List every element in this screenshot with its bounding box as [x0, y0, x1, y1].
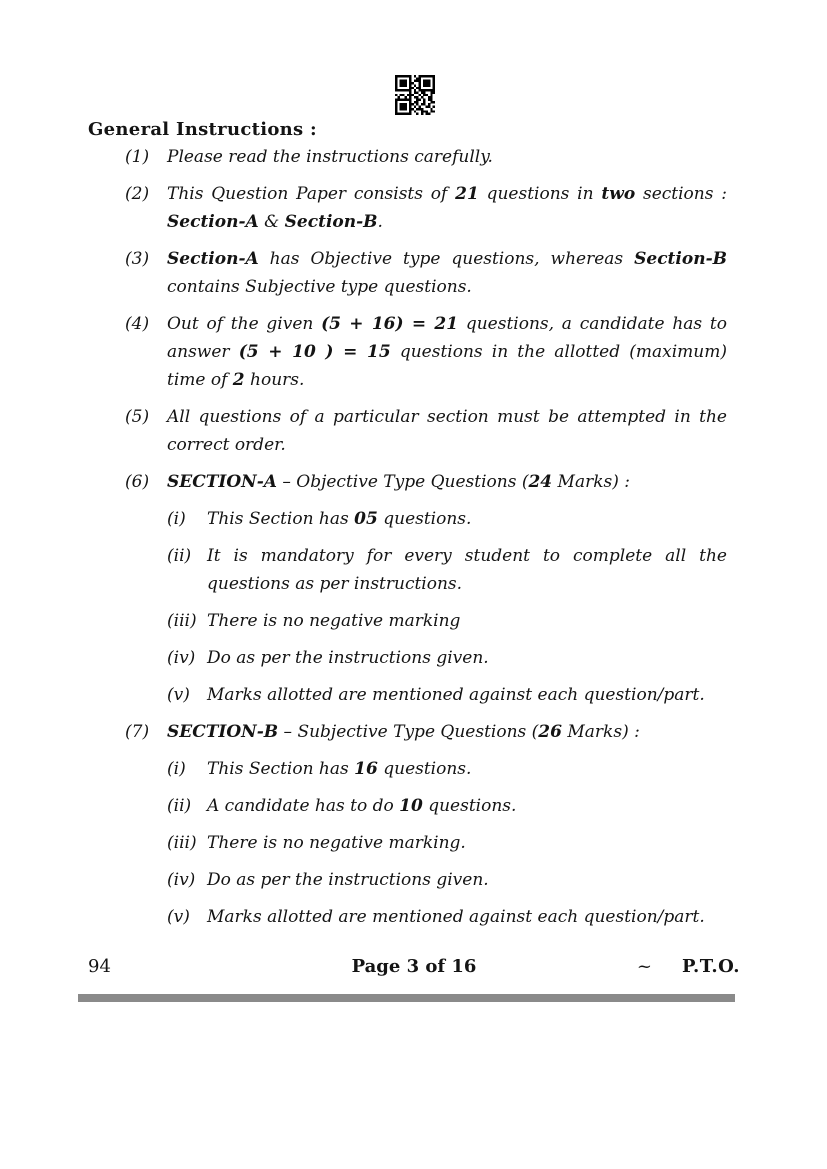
- instructions-list: [88, 143, 727, 931]
- sub-instruction-item: [167, 542, 727, 598]
- instruction-number: (4): [125, 314, 150, 334]
- sub-instruction-item: [167, 505, 727, 533]
- page-number: Page 3 of 16: [351, 956, 477, 977]
- instruction-item-5: [88, 403, 727, 459]
- paper-code: 94: [88, 956, 111, 977]
- sub-instruction-text: Do as per the instructions given.: [207, 648, 489, 668]
- instruction-number: (2): [125, 184, 150, 204]
- general-instructions-section: [88, 120, 727, 940]
- qr-code: [395, 74, 435, 116]
- sub-instruction-text: This Section has 05 questions.: [207, 509, 472, 529]
- section-a-sublist: [167, 505, 727, 709]
- general-instructions-heading: General Instructions :: [88, 119, 317, 140]
- page-footer: [88, 954, 740, 980]
- sub-instruction-number: (iii): [167, 833, 197, 853]
- instruction-text: Section-A has Objective type questions, whereas Section-B contains Subjective type questions.: [167, 249, 727, 297]
- sub-instruction-number: (v): [167, 685, 190, 705]
- instruction-item-3: [88, 245, 727, 301]
- tilde-mark: ~: [636, 956, 652, 977]
- sub-instruction-item: [167, 903, 727, 931]
- section-b-sublist: [167, 755, 727, 931]
- sub-instruction-text: There is no negative marking.: [207, 833, 466, 853]
- sub-instruction-item: [167, 755, 727, 783]
- sub-instruction-number: (i): [167, 759, 186, 779]
- instruction-number: (3): [125, 249, 150, 269]
- pto-label: P.T.O.: [681, 956, 740, 977]
- sub-instruction-number: (iv): [167, 648, 196, 668]
- sub-instruction-text: There is no negative marking: [207, 611, 461, 631]
- instruction-number: (6): [125, 472, 150, 492]
- sub-instruction-text: Marks allotted are mentioned against each question/part.: [207, 685, 705, 705]
- instruction-item-6: [88, 468, 727, 709]
- sub-instruction-number: (ii): [167, 546, 192, 566]
- footer-bar: [78, 994, 735, 1002]
- sub-instruction-text: Marks allotted are mentioned against each question/part.: [207, 907, 705, 927]
- instruction-item-2: [88, 180, 727, 236]
- sub-instruction-item: [167, 829, 727, 857]
- instruction-item-4: [88, 310, 727, 394]
- sub-instruction-item: [167, 607, 727, 635]
- instruction-text: Out of the given (5 + 16) = 21 questions, a candidate has to answer (5 + 10 ) = 15 questions in the allotted (maximum) time of 2 hours.: [167, 314, 727, 390]
- sub-instruction-item: [167, 866, 727, 894]
- sub-instruction-number: (iii): [167, 611, 197, 631]
- instruction-number: (1): [125, 147, 150, 167]
- instruction-text: This Question Paper consists of 21 questions in two sections : Section-A & Section-B.: [167, 184, 727, 232]
- sub-instruction-text: It is mandatory for every student to complete all the questions as per instructions.: [207, 546, 727, 594]
- sub-instruction-number: (v): [167, 907, 190, 927]
- instruction-item-7: [88, 718, 727, 931]
- instruction-number: (7): [125, 722, 150, 742]
- sub-instruction-number: (iv): [167, 870, 196, 890]
- sub-instruction-item: [167, 644, 727, 672]
- sub-instruction-item: [167, 681, 727, 709]
- sub-instruction-item: [167, 792, 727, 820]
- instruction-text: SECTION-A – Objective Type Questions (24 Marks) :: [167, 472, 631, 492]
- instruction-text: Please read the instructions carefully.: [167, 147, 493, 167]
- sub-instruction-text: This Section has 16 questions.: [207, 759, 472, 779]
- instruction-text: All questions of a particular section must be attempted in the correct order.: [167, 407, 727, 455]
- instruction-item-1: [88, 143, 727, 171]
- sub-instruction-text: Do as per the instructions given.: [207, 870, 489, 890]
- sub-instruction-text: A candidate has to do 10 questions.: [207, 796, 517, 816]
- sub-instruction-number: (i): [167, 509, 186, 529]
- instruction-number: (5): [125, 407, 150, 427]
- instruction-text: SECTION-B – Subjective Type Questions (26 Marks) :: [167, 722, 640, 742]
- sub-instruction-number: (ii): [167, 796, 192, 816]
